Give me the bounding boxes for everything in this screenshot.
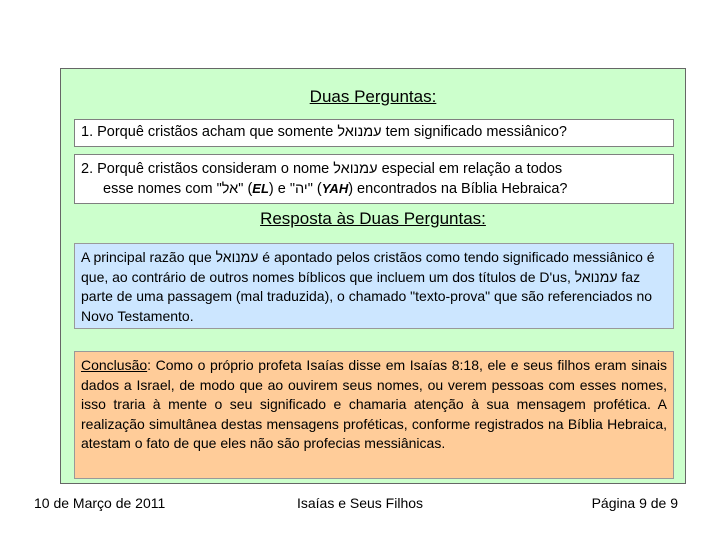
content-panel xyxy=(60,68,686,484)
page-title: Duas Perguntas: xyxy=(309,87,437,106)
yah-label: YAH xyxy=(321,181,349,196)
conclusion-label: Conclusão xyxy=(81,357,148,373)
question-1-suffix: tem significado messiânico? xyxy=(381,124,567,140)
footer-title: Isaías e Seus Filhos xyxy=(296,495,424,511)
answer-suffix: faz parte de uma passagem (mal traduzida), o chamado "texto-prova" que são referenciados no Novo Testamento. xyxy=(81,268,653,324)
answer-box xyxy=(74,243,674,329)
q2-text-d: " ( xyxy=(307,181,322,197)
question-2-line-2 xyxy=(81,179,667,199)
q2-text-e: ) encontrados na Bíblia Hebraica? xyxy=(348,181,568,197)
conclusion-text: : Como o próprio profeta Isaías disse em Isaías 8:18, ele e seus filhos eram sinais dados a Israel, de modo que ao ouvirem seus nomes, ou verem pessoas com esses nomes, isso traria à mente o seu significado e chamaria atenção à sua mensagem profética. A realização simultânea destas mensagens proféticas, conforme registrados na Bíblia Hebraica, atestam o fato de que eles não são profecias messiânicas. xyxy=(81,357,667,451)
hebrew-yah: יה xyxy=(295,181,308,197)
question-1-hebrew: עמנואל xyxy=(337,124,382,140)
question-2-box xyxy=(74,154,674,204)
question-2-hebrew: עמנואל xyxy=(333,161,378,177)
footer-date: 10 de Março de 2011 xyxy=(34,495,166,511)
question-1-box xyxy=(74,119,674,147)
answer-mid: é apontado pelos cristãos como tendo significado messiânico é que, ao contrário de outros nomes bíblicos que incluem um dos títulos de D'us, xyxy=(81,249,655,285)
hebrew-el: אל xyxy=(221,181,239,197)
question-2-suffix: especial em relação a todos xyxy=(377,161,563,177)
footer-page-number: Página 9 de 9 xyxy=(591,495,678,511)
question-1-prefix: 1. Porquê cristãos acham que somente xyxy=(81,124,338,140)
answer-hebrew-2: עמנואל xyxy=(574,268,618,285)
q2-text-a: esse nomes com " xyxy=(103,181,222,197)
question-2-prefix: 2. Porquê cristãos consideram o nome xyxy=(81,161,334,177)
conclusion-box xyxy=(74,351,674,479)
q2-text-b: " ( xyxy=(238,181,253,197)
answer-prefix: A principal razão que xyxy=(81,249,216,265)
q2-text-c: ) e " xyxy=(268,181,296,197)
answer-hebrew: עמנואל xyxy=(215,249,259,265)
answer-title: Resposta às Duas Perguntas: xyxy=(260,209,486,228)
el-label: EL xyxy=(252,181,269,196)
